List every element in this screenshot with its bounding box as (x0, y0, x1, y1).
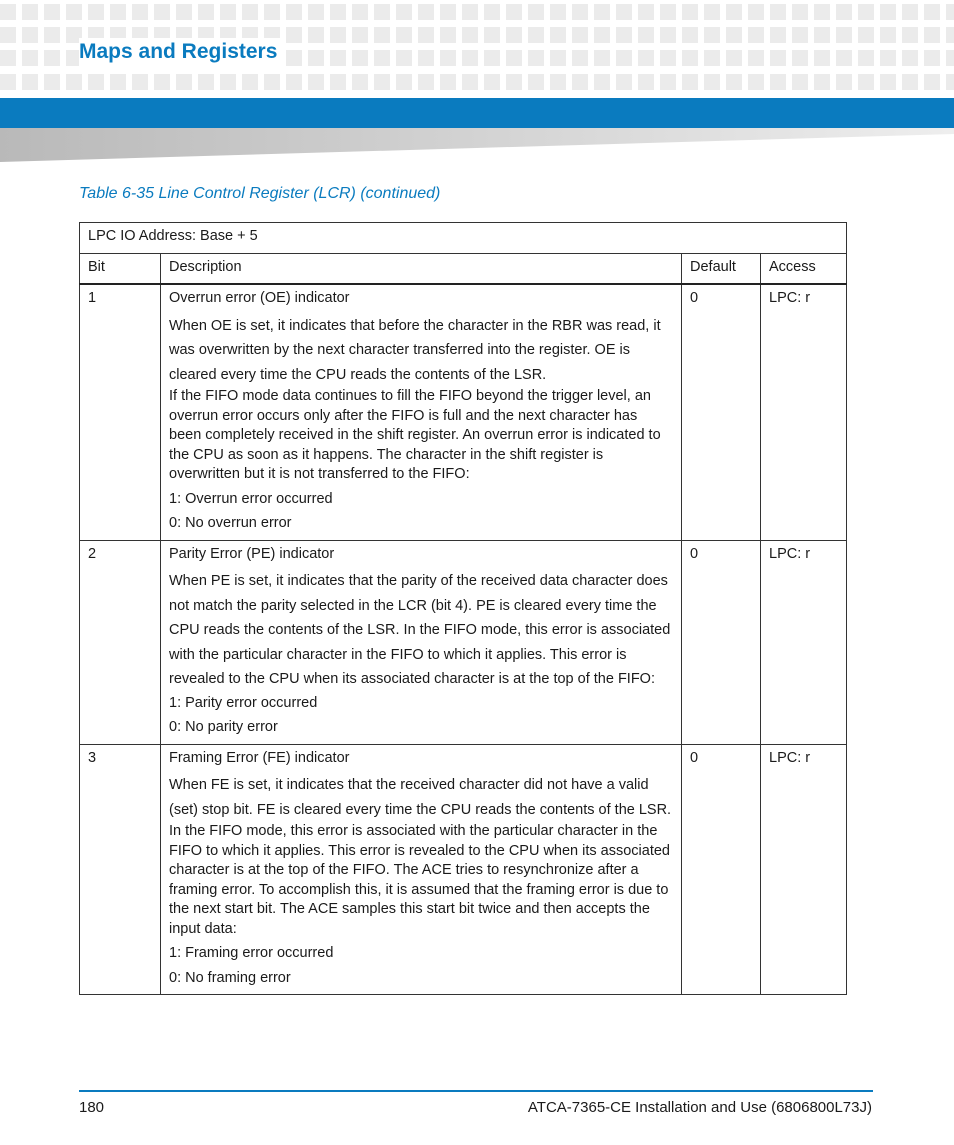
default-cell: 0 (682, 540, 761, 744)
value-option: 1: Parity error occurred (169, 694, 318, 711)
document-title: ATCA-7365-CE Installation and Use (6806800L73J) (527, 1099, 872, 1116)
bit-cell: 3 (80, 744, 161, 995)
value-option: 1: Overrun error occurred (169, 490, 333, 507)
col-header-description: Description (161, 253, 682, 284)
bit-cell: 1 (80, 284, 161, 540)
description-cell (161, 284, 682, 540)
field-description: When PE is set, it indicates that the parity of the received data character does not match the parity selected in the LCR (bit 4). PE is cleared every time the CPU reads the contents of the LSR. In the FIFO mode, this error is associated with the particular character in the FIFO to which it applies. This error is revealed to the CPU when its associated character is at the top of the FIFO: (169, 573, 671, 687)
header-gray-wedge (0, 128, 954, 164)
header-blue-bar (0, 98, 954, 128)
table-row (80, 284, 847, 540)
value-option: 0: No parity error (169, 719, 278, 735)
access-cell: LPC: r (761, 284, 847, 540)
table-row (80, 540, 847, 744)
value-option: 0: No framing error (169, 969, 291, 986)
access-cell: LPC: r (761, 540, 847, 744)
value-option: 1: Framing error occurred (169, 945, 334, 961)
field-description: When OE is set, it indicates that before the character in the RBR was read, it was overwritten by the next character transferred into the register. OE is cleared every time the CPU reads the contents of the LSR. (169, 317, 661, 383)
description-cell (161, 540, 682, 744)
header-row (80, 253, 847, 284)
address-row (80, 223, 847, 254)
footer-rule (79, 1090, 873, 1092)
col-header-bit: Bit (80, 253, 161, 284)
value-option: 0: No overrun error (169, 515, 292, 531)
col-header-access: Access (761, 253, 847, 284)
access-cell: LPC: r (761, 744, 847, 995)
field-title: Framing Error (FE) indicator (169, 749, 350, 766)
field-description: When FE is set, it indicates that the received character did not have a valid (set) stop bit. FE is cleared every time the CPU reads the contents of the LSR. (169, 777, 672, 818)
description-cell (161, 744, 682, 995)
default-cell: 0 (682, 744, 761, 995)
field-description-cont: In the FIFO mode, this error is associated with the particular character in the FIFO to which it applies. This error is revealed to the CPU when its associated character is at the top of the FIFO. The ACE tries to resynchronize after a framing error. To accomplish this, it is assumed that the framing error is due to the next start bit. The ACE samples this start bit twice and then accepts the input data: (169, 823, 671, 937)
col-header-default: Default (682, 253, 761, 284)
address-cell: LPC IO Address: Base + 5 (80, 223, 847, 254)
field-title: Overrun error (OE) indicator (169, 290, 350, 306)
register-table (79, 222, 847, 995)
table-caption: Table 6-35 Line Control Register (LCR) (continued) (79, 185, 441, 202)
field-description-cont: If the FIFO mode data continues to fill the FIFO beyond the trigger level, an overrun error occurs only after the FIFO is full and the next character has been completely received in the shift register. An overrun error is indicated to the CPU as soon as it happens. The character in the shift register is overwritten but it is not transferred to the FIFO: (169, 388, 661, 482)
page-number: 180 (79, 1099, 105, 1116)
field-title: Parity Error (PE) indicator (169, 545, 335, 562)
default-cell: 0 (682, 284, 761, 540)
bit-cell: 2 (80, 540, 161, 744)
table-row (80, 744, 847, 995)
section-title: Maps and Registers (79, 38, 281, 66)
